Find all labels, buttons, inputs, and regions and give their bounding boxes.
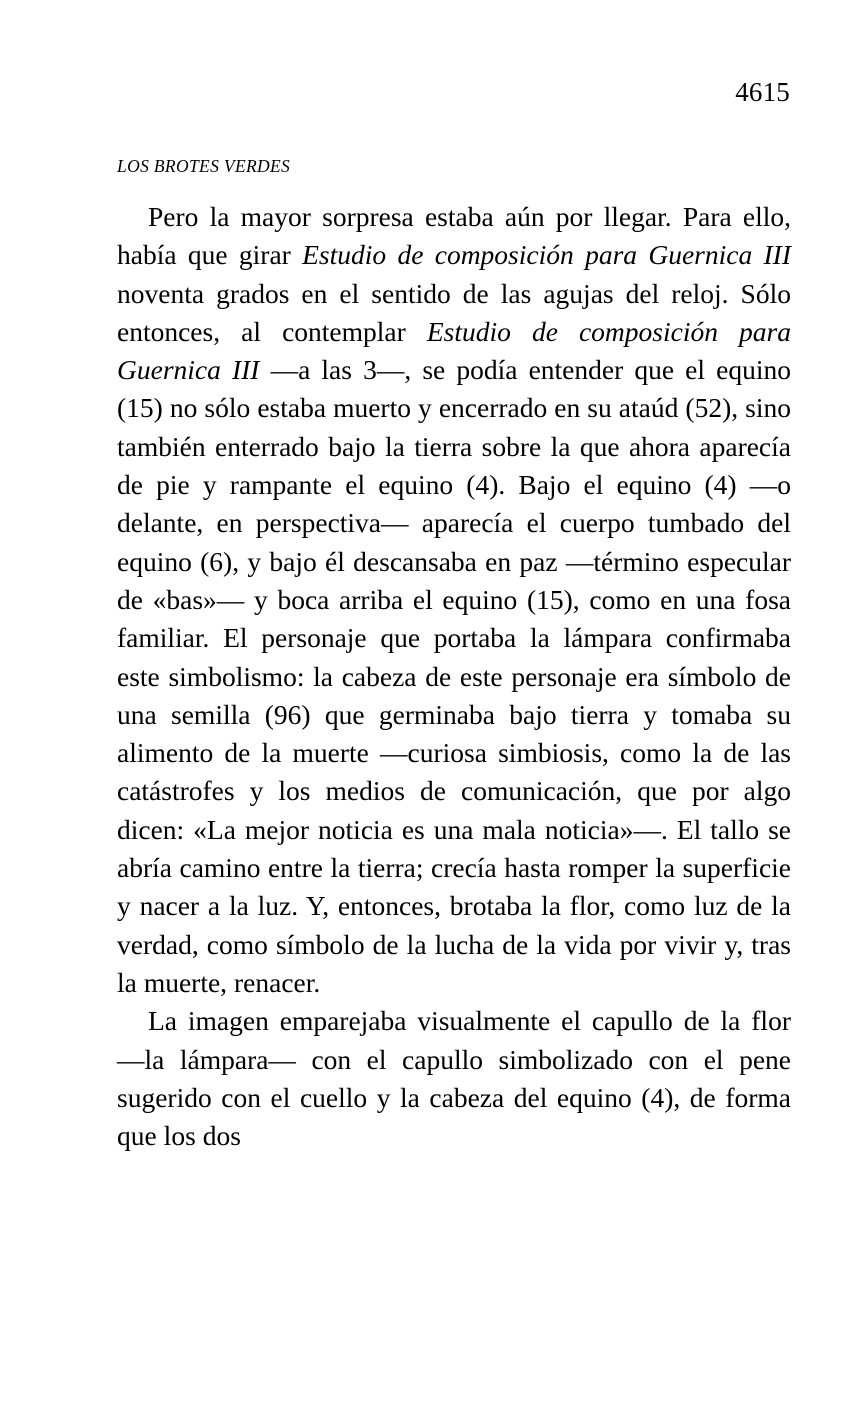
page-number: 4615 [735, 77, 790, 107]
artwork-title: Estudio de composición para Guernica III [117, 315, 791, 386]
paragraph [117, 1002, 791, 1155]
running-head: LOS BROTES VERDES [117, 156, 291, 176]
text-run: noventa grados en el sentido de las agujas del reloj. Sólo entonces, al contemplar [117, 277, 791, 347]
artwork-title: Estudio de composición para Guernica III [302, 239, 791, 271]
paragraph [117, 198, 791, 1002]
text-run: —a las 3—, se podía entender que el equino (15) no sólo estaba muerto y encerrado en su ataúd (52), sino también enterrado bajo la tierra sobre la que ahora aparecía de pie y rampante el equino (4). Bajo el equino (4) —o delante, en perspectiva— aparecía el cuerpo tumbado del equino (6), y bajo él descansaba en paz —término especular de «bas»— y boca arriba el equino (15), como en una fosa familiar. El personaje que portaba la lámpara confirmaba este simbolismo: la cabeza de este personaje era símbolo de una semilla (96) que germinaba bajo tierra y tomaba su alimento de la muerte —curiosa simbiosis, como la de las catástrofes y los medios de comunicación, que por algo dicen: «La mejor noticia es una mala noticia»—. El tallo se abría camino entre la tierra; crecía hasta romper la superficie y nacer a la luz. Y, entonces, brotaba la flor, como luz de la verdad, como símbolo de la lucha de la vida por vivir y, tras la muerte, renacer. [117, 354, 791, 998]
text-column [117, 198, 791, 1155]
text-run: La imagen emparejaba visualmente el capullo de la flor —la lámpara— con el capullo simbolizado con el pene sugerido con el cuello y la cabeza del equino (4), de forma que los dos [117, 1005, 791, 1152]
text-run: Pero la mayor sorpresa estaba aún por llegar. Para ello, había que girar [117, 201, 791, 271]
